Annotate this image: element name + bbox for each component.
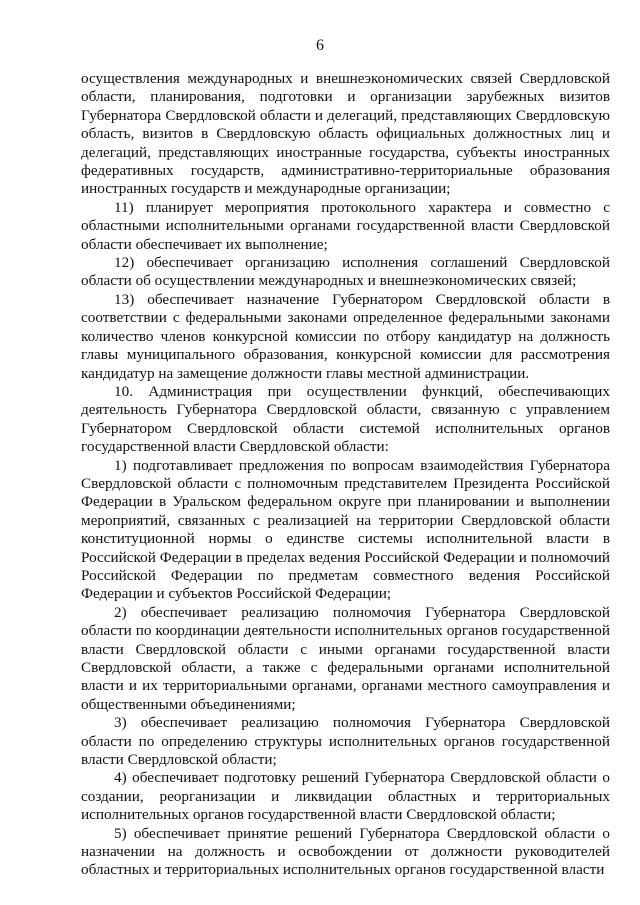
document-body [81, 70, 610, 880]
paragraph-item-13: 13) обеспечивает назначение Губернатором Свердловской области в соответствии с федеральными законами определенное федеральными законами количество членов конкурсной комиссии по отбору кандидатур на должность главы муниципального образования, конкурсной комиссии для рассмотрения кандидатур на замещение должности главы местной администрации. [81, 290, 610, 382]
paragraph-item-3: 3) обеспечивает реализацию полномочия Губернатора Свердловской области по определению структуры исполнительных органов государственной власти Свердловской области; [81, 714, 610, 769]
paragraph-item-2: 2) обеспечивает реализацию полномочия Губернатора Свердловской области по координации деятельности исполнительных органов государственной власти Свердловской области с иными органами государственной власти Свердловской области, а также с федеральными органами исполнительной власти и их территориальными органами, органами местного самоуправления и общественными объединениями; [81, 603, 610, 713]
paragraph-item-4: 4) обеспечивает подготовку решений Губернатора Свердловской области о создании, реорганизации и ликвидации областных и территориальных исполнительных органов государственной власти Свердловской области; [81, 769, 610, 824]
paragraph-item-5: 5) обеспечивает принятие решений Губернатора Свердловской области о назначении на должность и освобождении от должности руководителей областных и территориальных исполнительных органов государственной власти [81, 824, 610, 879]
paragraph-continuation: осуществления международных и внешнеэкономических связей Свердловской области, планирования, подготовки и организации зарубежных визитов Губернатора Свердловской области и делегаций, представляющих Свердловскую область, визитов в Свердловскую область официальных должностных лиц и делегаций, представляющих иностранные государства, субъекты иностранных федеративных государств, административно-территориальные образования иностранных государств и международные организации; [81, 70, 610, 198]
paragraph-item-1: 1) подготавливает предложения по вопросам взаимодействия Губернатора Свердловской области с полномочным представителем Президента Российской Федерации в Уральском федеральном округе при планировании и выполнении мероприятий, связанных с реализацией на территории Свердловской области конституционной нормы о единстве системы исполнительной власти в Российской Федерации в пределах ведения Российской Федерации и полномочий Российской Федерации по предметам совместного ведения Российской Федерации и субъектов Российской Федерации; [81, 456, 610, 603]
paragraph-item-11: 11) планирует мероприятия протокольного характера и совместно с областными исполнительными органами государственной власти Свердловской области обеспечивает их выполнение; [81, 198, 610, 253]
page-number: 6 [316, 37, 324, 54]
paragraph-item-12: 12) обеспечивает организацию исполнения соглашений Свердловской области об осуществлении международных и внешнеэкономических связей; [81, 254, 610, 290]
paragraph-section-10: 10. Администрация при осуществлении функций, обеспечивающих деятельность Губернатора Свердловской области, связанную с управлением Губернатором Свердловской области системой исполнительных органов государственной власти Свердловской области: [81, 382, 610, 456]
